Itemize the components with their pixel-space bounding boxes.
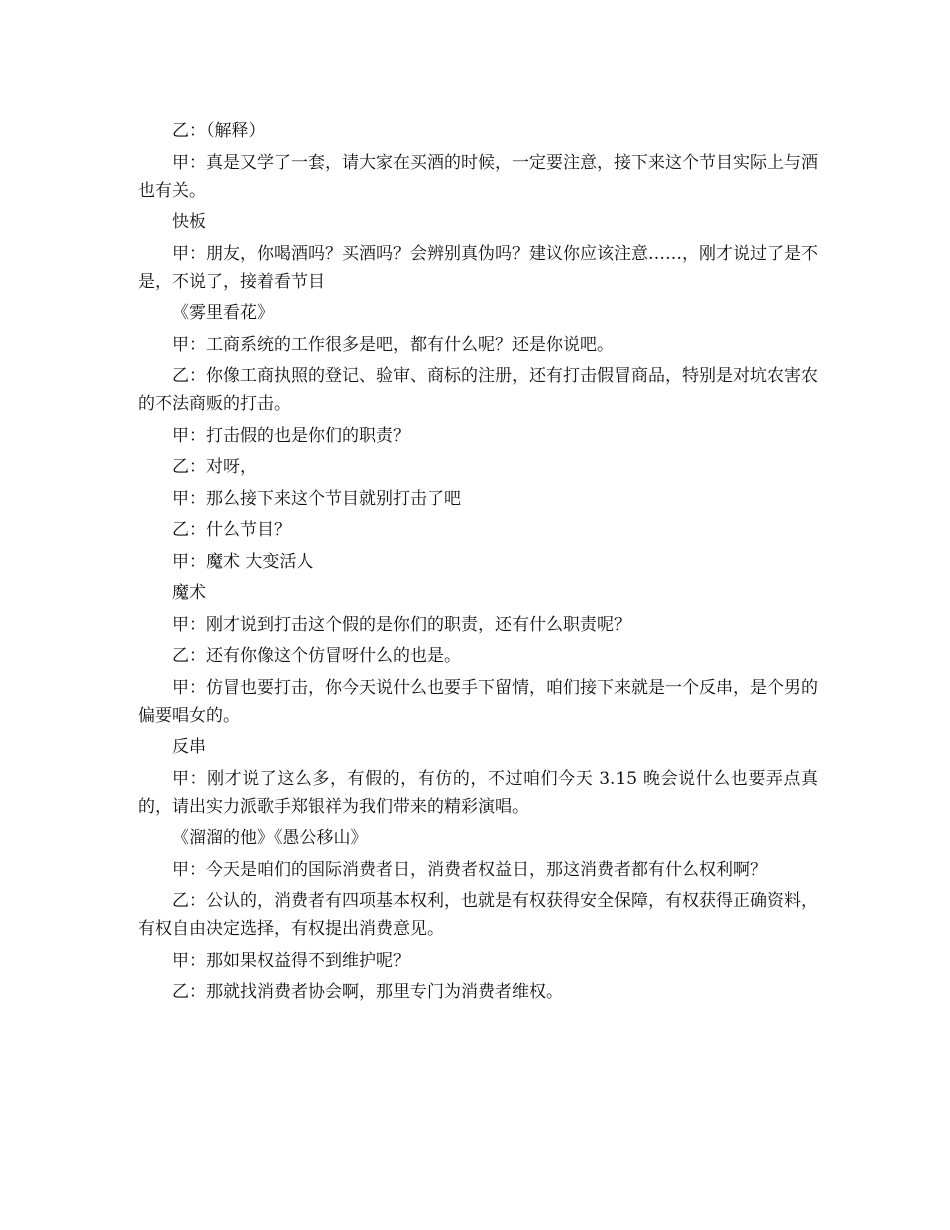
script-line: 乙：你像工商执照的登记、验审、商标的注册，还有打击假冒商品，特别是对坑农害农的不法商贩的打击。 [138,366,818,414]
script-line: 乙：（解释） [172,121,266,141]
program-title: 《溜溜的他》《愚公移山》 [172,828,368,848]
script-line: 甲：那如果权益得不到维护呢？ [172,950,410,971]
script-line: 甲：真是又学了一套，请大家在买酒的时候，一定要注意，接下来这个节目实际上与酒也有关。 [138,152,818,201]
script-line: 甲：仿冒也要打击，你今天说什么也要手下留情，咱们接下来就是一个反串，是个男的偏要唱女的。 [138,677,818,726]
script-line: 甲：今天是咱们的国际消费者日，消费者权益日，那这消费者都有什么权利啊？ [172,859,767,880]
program-title: 反串 [172,737,206,757]
program-title: 快板 [172,212,206,232]
script-line: 甲：那么接下来这个节目就别打击了吧 [172,488,461,509]
script-line: 乙：什么节目？ [172,520,291,540]
script-line: 甲：刚才说到打击这个假的是你们的职责，还有什么职责呢？ [172,614,631,635]
script-line: 甲：工商系统的工作很多是吧，都有什么呢？还是你说吧。 [172,334,614,355]
script-line: 乙：那就找消费者协会啊，那里专门为消费者维权。 [172,982,563,1002]
script-line: 甲：魔术 大变活人 [172,551,314,572]
script-line: 甲：刚才说了这么多，有假的，有仿的，不过咱们今天 3.15 晚会说什么也要弄点真的，请出实力派歌手郑银祥为我们带来的精彩演唱。 [138,768,818,817]
script-line: 乙：还有你像这个仿冒呀什么的也是。 [172,646,461,666]
script-body [138,117,818,1010]
script-line: 乙：公认的，消费者有四项基本权利，也就是有权获得安全保障，有权获得正确资料，有权自由决定选择，有权提出消费意见。 [138,891,818,939]
script-line: 乙：对呀， [172,457,257,477]
program-title: 魔术 [172,583,206,603]
program-title: 《雾里看花》 [172,303,274,323]
script-line: 甲：打击假的也是你们的职责？ [172,425,410,446]
script-line: 甲：朋友，你喝酒吗？买酒吗？会辨别真伪吗？建议你应该注意……，刚才说过了是不是，不说了，接着看节目 [138,243,818,292]
